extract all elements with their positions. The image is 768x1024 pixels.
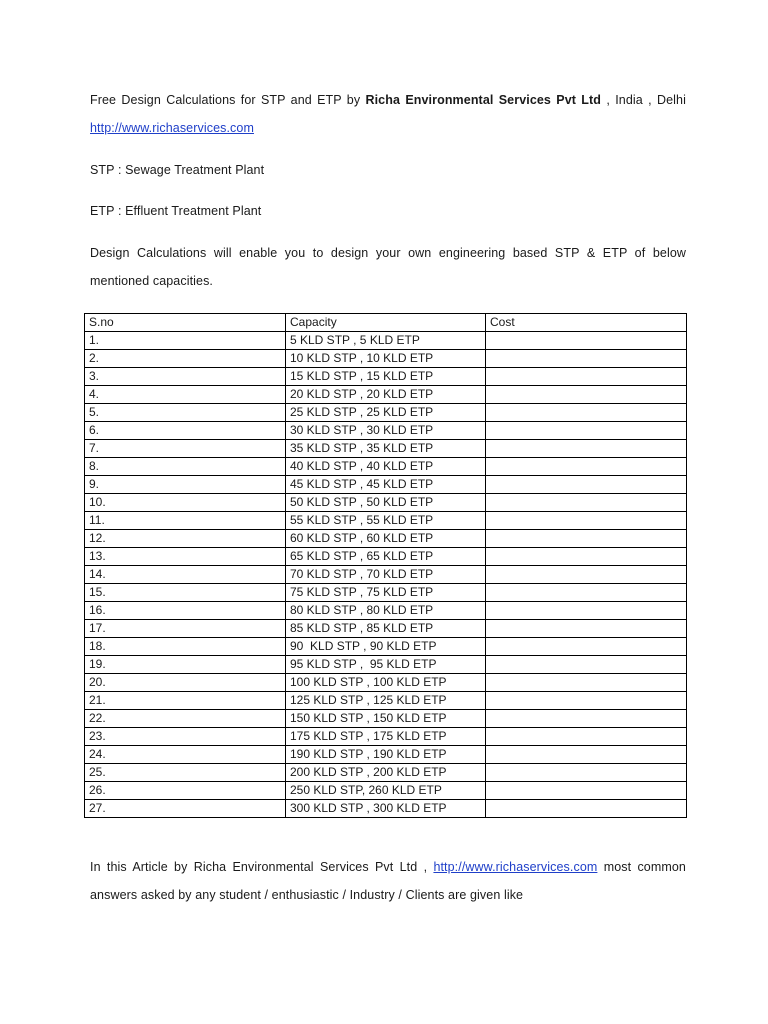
capacity-cell: 45 KLD STP , 45 KLD ETP	[286, 476, 486, 494]
cost-cell	[486, 440, 687, 458]
cost-cell	[486, 764, 687, 782]
capacity-cell: 50 KLD STP , 50 KLD ETP	[286, 494, 486, 512]
table-row	[85, 584, 687, 602]
sno-cell: 6.	[85, 422, 286, 440]
cost-cell	[486, 710, 687, 728]
table-row	[85, 404, 687, 422]
sno-cell: 19.	[85, 656, 286, 674]
capacity-cell: 35 KLD STP , 35 KLD ETP	[286, 440, 486, 458]
table-row	[85, 638, 687, 656]
table-row	[85, 332, 687, 350]
cost-cell	[486, 566, 687, 584]
table-row	[85, 782, 687, 800]
capacity-cell: 15 KLD STP , 15 KLD ETP	[286, 368, 486, 386]
sno-cell: 26.	[85, 782, 286, 800]
sno-cell: 25.	[85, 764, 286, 782]
table-row	[85, 512, 687, 530]
capacity-cell: 55 KLD STP , 55 KLD ETP	[286, 512, 486, 530]
cost-cell	[486, 638, 687, 656]
cost-cell	[486, 728, 687, 746]
table-row	[85, 440, 687, 458]
sno-cell: 7.	[85, 440, 286, 458]
capacity-cell: 95 KLD STP , 95 KLD ETP	[286, 656, 486, 674]
sno-cell: 22.	[85, 710, 286, 728]
sno-cell: 3.	[85, 368, 286, 386]
capacity-cell: 65 KLD STP , 65 KLD ETP	[286, 548, 486, 566]
table-row	[85, 764, 687, 782]
capacity-cell: 70 KLD STP , 70 KLD ETP	[286, 566, 486, 584]
sno-cell: 16.	[85, 602, 286, 620]
capacity-cell: 60 KLD STP , 60 KLD ETP	[286, 530, 486, 548]
cost-cell	[486, 548, 687, 566]
capacity-cell: 40 KLD STP , 40 KLD ETP	[286, 458, 486, 476]
sno-cell: 1.	[85, 332, 286, 350]
capacity-cell: 300 KLD STP , 300 KLD ETP	[286, 800, 486, 818]
capacity-cell: 10 KLD STP , 10 KLD ETP	[286, 350, 486, 368]
sno-cell: 27.	[85, 800, 286, 818]
sno-cell: 8.	[85, 458, 286, 476]
article-line-1	[90, 853, 686, 881]
capacity-cell: 175 KLD STP , 175 KLD ETP	[286, 728, 486, 746]
article-website-link[interactable]: http://www.richaservices.com	[433, 860, 598, 874]
capacity-cell: 5 KLD STP , 5 KLD ETP	[286, 332, 486, 350]
sno-cell: 21.	[85, 692, 286, 710]
capacity-cell: 20 KLD STP , 20 KLD ETP	[286, 386, 486, 404]
header-sno: S.no	[85, 314, 286, 332]
table-row	[85, 656, 687, 674]
cost-cell	[486, 512, 687, 530]
table-row	[85, 620, 687, 638]
table-header-row	[85, 314, 687, 332]
cost-cell	[486, 674, 687, 692]
description-line-1: Design Calculations will enable you to design your own engineering based STP & ETP of below	[90, 246, 686, 260]
sno-cell: 17.	[85, 620, 286, 638]
table-row	[85, 350, 687, 368]
table-row	[85, 692, 687, 710]
sno-cell: 24.	[85, 746, 286, 764]
article-line-2: answers asked by any student / enthusiastic / Industry / Clients are given like	[90, 888, 524, 902]
table-row	[85, 674, 687, 692]
sno-cell: 13.	[85, 548, 286, 566]
capacity-cell: 75 KLD STP , 75 KLD ETP	[286, 584, 486, 602]
table-row	[85, 566, 687, 584]
cost-cell	[486, 368, 687, 386]
cost-cell	[486, 656, 687, 674]
sno-cell: 2.	[85, 350, 286, 368]
table-row	[85, 602, 687, 620]
intro-line	[90, 86, 686, 114]
sno-cell: 12.	[85, 530, 286, 548]
sno-cell: 4.	[85, 386, 286, 404]
table-row	[85, 368, 687, 386]
cost-cell	[486, 692, 687, 710]
capacity-cell: 90 KLD STP , 90 KLD ETP	[286, 638, 486, 656]
table-row	[85, 728, 687, 746]
table-row	[85, 458, 687, 476]
article-suffix: most common	[603, 860, 686, 874]
cost-cell	[486, 422, 687, 440]
cost-cell	[486, 746, 687, 764]
cost-cell	[486, 404, 687, 422]
table-row	[85, 710, 687, 728]
table-row	[85, 530, 687, 548]
description-line-2: mentioned capacities.	[90, 274, 214, 288]
sno-cell: 18.	[85, 638, 286, 656]
article-prefix: In this Article by Richa Environmental Services Pvt Ltd ,	[90, 860, 428, 874]
sno-cell: 20.	[85, 674, 286, 692]
stp-definition: STP : Sewage Treatment Plant	[90, 163, 265, 177]
table-row	[85, 422, 687, 440]
intro-url-line	[90, 114, 686, 142]
cost-cell	[486, 350, 687, 368]
cost-cell	[486, 800, 687, 818]
cost-cell	[486, 620, 687, 638]
capacity-cell: 125 KLD STP , 125 KLD ETP	[286, 692, 486, 710]
capacity-table	[84, 313, 687, 818]
capacity-cell: 25 KLD STP , 25 KLD ETP	[286, 404, 486, 422]
sno-cell: 5.	[85, 404, 286, 422]
capacity-cell: 100 KLD STP , 100 KLD ETP	[286, 674, 486, 692]
capacity-cell: 80 KLD STP , 80 KLD ETP	[286, 602, 486, 620]
company-name: Richa Environmental Services Pvt Ltd	[365, 93, 602, 107]
capacity-cell: 200 KLD STP , 200 KLD ETP	[286, 764, 486, 782]
cost-cell	[486, 476, 687, 494]
cost-cell	[486, 602, 687, 620]
sno-cell: 15.	[85, 584, 286, 602]
header-capacity: Capacity	[286, 314, 486, 332]
cost-cell	[486, 584, 687, 602]
sno-cell: 11.	[85, 512, 286, 530]
table-row	[85, 800, 687, 818]
cost-cell	[486, 530, 687, 548]
sno-cell: 14.	[85, 566, 286, 584]
cost-cell	[486, 458, 687, 476]
cost-cell	[486, 332, 687, 350]
table-row	[85, 494, 687, 512]
cost-cell	[486, 782, 687, 800]
etp-definition: ETP : Effluent Treatment Plant	[90, 204, 262, 218]
capacity-cell: 190 KLD STP , 190 KLD ETP	[286, 746, 486, 764]
capacity-cell: 85 KLD STP , 85 KLD ETP	[286, 620, 486, 638]
header-cost: Cost	[486, 314, 687, 332]
company-website-link[interactable]: http://www.richaservices.com	[90, 121, 254, 135]
sno-cell: 23.	[85, 728, 286, 746]
intro-prefix: Free Design Calculations for STP and ETP by	[90, 93, 361, 107]
table-row	[85, 476, 687, 494]
cost-cell	[486, 494, 687, 512]
table-row	[85, 548, 687, 566]
capacity-cell: 30 KLD STP , 30 KLD ETP	[286, 422, 486, 440]
capacity-cell: 250 KLD STP, 260 KLD ETP	[286, 782, 486, 800]
sno-cell: 10.	[85, 494, 286, 512]
capacity-cell: 150 KLD STP , 150 KLD ETP	[286, 710, 486, 728]
table-row	[85, 746, 687, 764]
table-row	[85, 386, 687, 404]
intro-suffix: , India , Delhi	[606, 93, 686, 107]
cost-cell	[486, 386, 687, 404]
sno-cell: 9.	[85, 476, 286, 494]
